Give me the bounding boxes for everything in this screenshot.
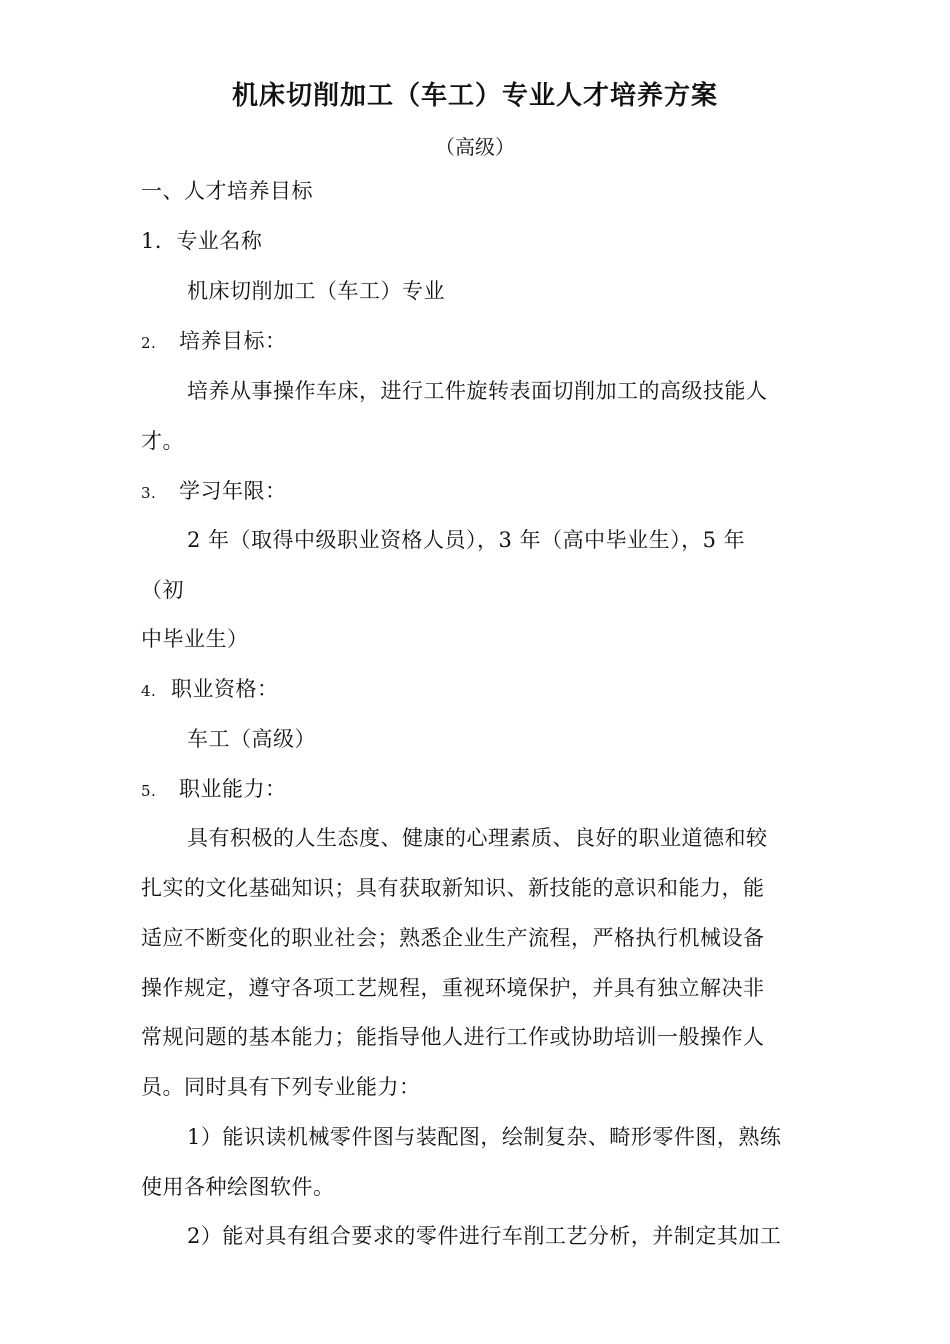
item-heading [141,228,262,254]
item-content-line: 才。 [141,429,184,453]
item-content-line: 适应不断变化的职业社会；熟悉企业生产流程，严格执行机械设备 [141,926,765,950]
item-heading [141,676,279,704]
item-number: 3. [141,484,157,502]
item-heading-text: 专业名称 [176,229,263,253]
item-content-line: 常规问题的基本能力；能指导他人进行工作或协助培训一般操作人 [141,1025,765,1049]
item-content-line: 车工（高级） [187,727,316,751]
item-heading [141,478,287,506]
item-heading-text: 职业资格： [171,677,279,701]
item-content-line: 操作规定，遵守各项工艺规程，重视环境保护，并具有独立解决非 [141,976,765,1000]
item-content-line: 中毕业生） [141,627,249,651]
item-content-line: 2 年（取得中级职业资格人员），3 年（高中毕业生），5 年 [187,528,746,552]
item-content-line: 1）能识读机械零件图与装配图，绘制复杂、畸形零件图，熟练 [187,1125,782,1149]
item-number: 1． [141,229,177,253]
item-content-line: 机床切削加工（车工）专业 [187,279,445,303]
item-number: 2. [141,334,157,352]
item-content-line: 培养从事操作车床，进行工件旋转表面切削加工的高级技能人 [187,379,768,403]
item-content-line: 2）能对具有组合要求的零件进行车削工艺分析，并制定其加工 [187,1224,782,1248]
section-heading: 一、人才培养目标 [141,179,313,203]
item-content-line: 使用各种绘图软件。 [141,1175,335,1199]
item-number: 5. [141,782,157,800]
document-subtitle: （高级） [435,135,515,159]
item-content-line: 员。同时具有下列专业能力： [141,1075,421,1099]
item-heading [141,328,287,356]
item-content-line: （初 [141,578,184,602]
item-heading-text: 职业能力： [179,777,287,801]
item-number: 4. [141,682,157,700]
item-heading-text: 学习年限： [179,479,287,503]
item-content-line: 具有积极的人生态度、健康的心理素质、良好的职业道德和较 [187,826,768,850]
document-title: 机床切削加工（车工）专业人才培养方案 [231,81,718,111]
item-heading [141,776,287,804]
item-heading-text: 培养目标： [179,329,287,353]
item-content-line: 扎实的文化基础知识；具有获取新知识、新技能的意识和能力，能 [141,876,765,900]
